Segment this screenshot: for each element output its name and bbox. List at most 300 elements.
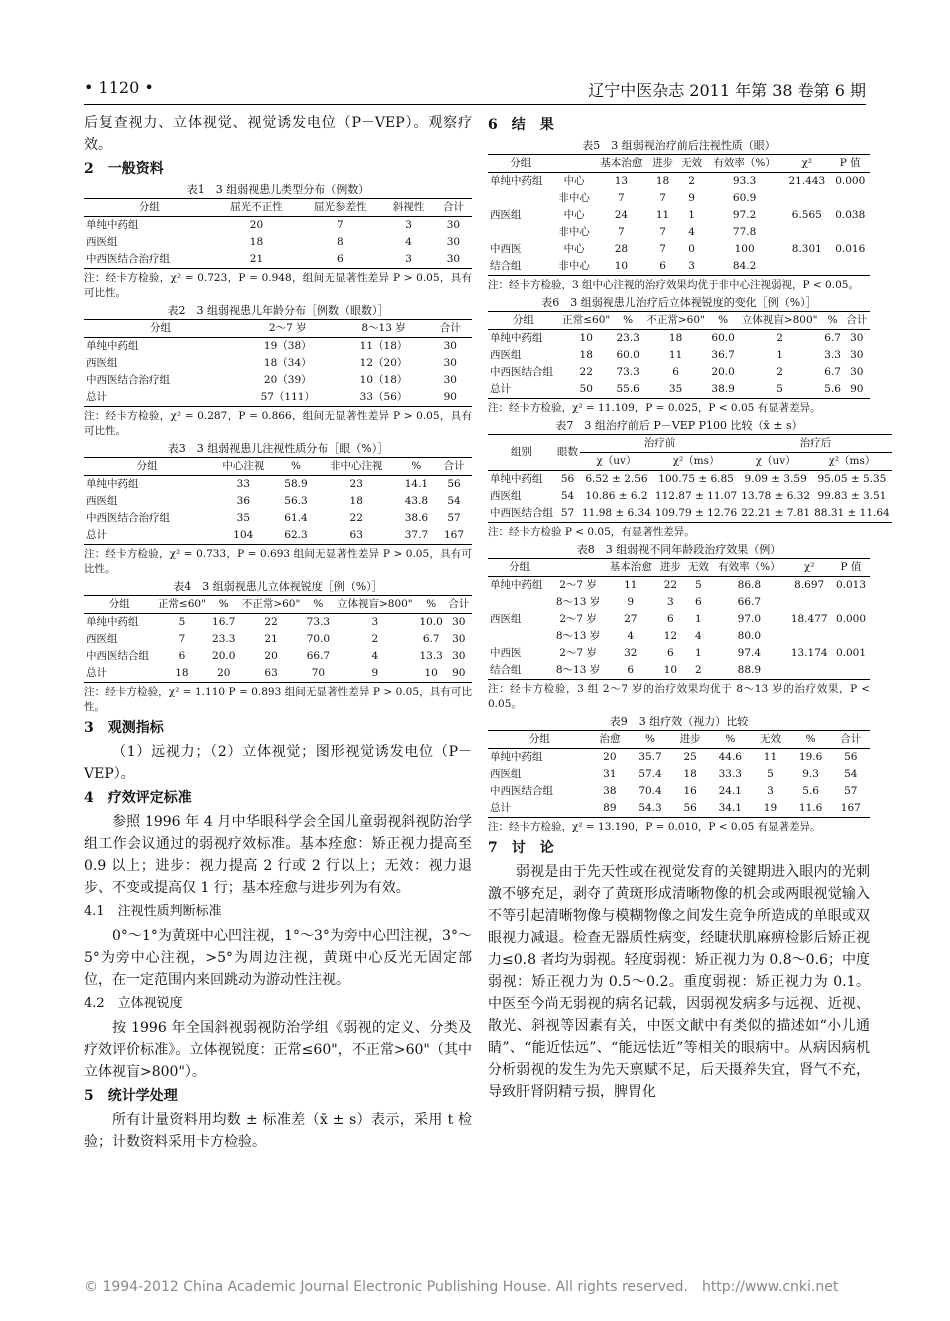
table-cell: 2	[694, 664, 702, 676]
table-cell: 3	[405, 253, 412, 265]
table-cell: 西医组	[490, 490, 522, 502]
table-cell: 7	[659, 243, 666, 255]
table-cell: 77.8	[732, 226, 757, 238]
table-header-cell: 合计	[436, 458, 472, 476]
table-cell: 33.3	[718, 768, 742, 780]
table-cell: 6	[694, 596, 702, 608]
table-cell: 0.000	[835, 175, 866, 187]
table-cell	[783, 258, 830, 276]
table-cell: 70.0	[306, 633, 331, 645]
table-2	[84, 319, 472, 407]
table-cell: 14.1	[404, 478, 429, 490]
table-1-title: 表1 3 组弱视患儿类型分布（例数）	[186, 183, 370, 196]
table-cell: 10（18）	[359, 374, 408, 386]
table-cell: 30	[850, 349, 864, 361]
table-cell: 99.83 ± 3.51	[817, 490, 887, 502]
table-cell: 18	[579, 349, 593, 361]
table-row	[488, 628, 870, 645]
table-cell: 西医组	[490, 209, 522, 221]
table-cell: 28	[614, 243, 629, 255]
section-7-text: 弱视是由于先天性或在视觉发育的关键期进入眼内的光刺激不够充足，剥夺了黄斑形成清晰物像的机会或两眼视觉输入不等引起清晰物像与模糊物像之间发生竞争所造成的单眼或双眼视力减退。检查无器质性病变，经睫状肌麻痹检影后矫正视力≤0.8 者均为弱视。轻度弱视：矫正视力为 0.8～0.6；中度弱视：矫正视力为 0.5～0.2。重度弱视：矫正视力为 0.1。中医至今尚无弱视的病名记载，因弱视发病多与远视、近视、散光、斜视等因素有关，中医文献中有类似的描述如“小儿通睛”、“能近怯远”、“能远怯近”等相关的眼病中。从病因病机分析弱视的发生为先天禀赋不足，后天摄养失宜，肾气不充，导致肝肾阴精亏损，脾胃化	[488, 864, 870, 1100]
table-cell: 24	[614, 209, 629, 221]
table-cell: 2～7 岁	[559, 647, 597, 659]
table-header-cell: 斜视性	[382, 199, 435, 217]
table-cell: 21	[249, 253, 264, 265]
table-cell: 37.7	[404, 529, 429, 541]
table-cell: 非中心	[558, 192, 590, 204]
table-cell: 2	[371, 633, 379, 645]
table-1-note: 注：经卡方检验，χ² = 0.723，P = 0.948，组间无显著性差异 P > 0.05，具有可比性。	[84, 272, 472, 299]
table-cell: 9.09 ± 3.59	[744, 473, 807, 485]
table-header-cell: χ²	[786, 559, 831, 577]
table-cell: 总计	[86, 391, 107, 403]
table-row	[488, 783, 870, 800]
table-cell	[786, 594, 831, 611]
table-cell: 89	[603, 802, 617, 814]
table-cell: 57.4	[638, 768, 662, 780]
table-header-cell: %	[304, 596, 333, 614]
table-cell: 30	[850, 366, 864, 378]
table-cell: 总计	[490, 383, 511, 395]
table-cell: 58.9	[284, 478, 308, 490]
table-row	[84, 493, 472, 510]
section-4-1-heading: 4.1 注视性质判断标准	[84, 904, 222, 919]
table-7-header: 治疗后	[739, 435, 892, 453]
table-cell: 中西医结合组	[490, 507, 553, 519]
table-cell: 57	[447, 512, 461, 524]
table-header-cell: 立体视盲>800"	[333, 596, 417, 614]
table-cell: 7	[659, 226, 666, 238]
table-cell: 22	[579, 366, 593, 378]
table-header-cell: 不正常>60"	[238, 596, 304, 614]
table-row	[488, 611, 870, 628]
table-cell: 60.0	[711, 332, 735, 344]
table-header-cell: 分组	[84, 199, 215, 217]
table-header-cell: 屈光参差性	[298, 199, 382, 217]
table-cell: 单纯中药组	[490, 473, 543, 485]
table-cell: 38.9	[711, 383, 735, 395]
table-row	[488, 258, 870, 276]
table-header-cell: 分组	[488, 559, 551, 577]
table-cell: 6	[336, 253, 344, 265]
table-header-cell: 分组	[84, 320, 237, 338]
table-cell: 36	[236, 495, 251, 507]
table-cell: 25	[683, 751, 697, 763]
section-3-text: （1）远视力；（2）立体视觉；图形视觉诱发电位（P－VEP）。	[84, 744, 472, 782]
table-cell: 30	[446, 236, 461, 248]
table-cell: 西医组	[86, 633, 118, 645]
table-7-subheader: χ（uv）	[580, 453, 653, 471]
table-header-cell: 正常≤60"	[559, 312, 614, 330]
table-cell: 20（39）	[263, 374, 312, 386]
table-header-cell: 合计	[429, 320, 473, 338]
table-row	[84, 338, 472, 356]
table-row	[488, 594, 870, 611]
table-row	[488, 488, 892, 505]
table-header-cell: P 值	[832, 559, 870, 577]
table-cell: 5	[178, 616, 186, 628]
table-header-cell: 非中心注视	[316, 458, 397, 476]
table-cell: 8.301	[791, 243, 822, 255]
table-3-note: 注：经卡方检验，χ² = 0.733，P = 0.693 组间无显著性差异 P > 0.05，具有可比性。	[84, 548, 472, 575]
table-4-title: 表4 3 组弱视患儿立体视锐度［例（%）］	[173, 580, 383, 593]
table-cell: 20.0	[212, 650, 236, 662]
table-cell	[832, 594, 870, 611]
table-cell: 55.6	[616, 383, 640, 395]
table-cell: 57	[560, 507, 575, 519]
table-7-subheader: χ²（ms）	[653, 453, 739, 471]
table-cell: 单纯中药组	[86, 478, 139, 490]
table-header-cell: 屈光不正性	[215, 199, 299, 217]
table-header-cell: 合计	[844, 312, 870, 330]
table-cell: 5	[767, 768, 774, 780]
table-2-note: 注：经卡方检验，χ² = 0.287，P = 0.866，组间无显著性差异 P > 0.05，具有可比性。	[84, 410, 472, 437]
table-6	[488, 311, 870, 399]
table-cell: 20	[264, 650, 278, 662]
table-cell: 6.7	[824, 332, 841, 344]
table-row	[84, 251, 472, 269]
table-cell: 0.038	[835, 209, 866, 221]
table-4	[84, 595, 472, 683]
table-row	[488, 505, 892, 523]
table-row	[488, 207, 870, 224]
table-cell: 6	[659, 260, 666, 272]
table-row	[84, 527, 472, 545]
table-header-cell: %	[417, 596, 446, 614]
table-cell: 57	[844, 785, 858, 797]
table-cell: 11（18）	[359, 340, 408, 352]
table-cell: 56	[683, 802, 697, 814]
table-cell: 56	[447, 478, 461, 490]
table-cell: 56	[844, 751, 858, 763]
table-cell: 18	[668, 332, 683, 344]
table-cell: 5.6	[802, 785, 819, 797]
table-cell: 54	[844, 768, 858, 780]
section-4-1-text: 0°～1°为黄斑中心凹注视，1°～3°为旁中心凹注视，3°～5°为旁中心注视，>5°为周边注视，黄斑中心反光无固定部位，在一定范围内来回跳动为游动性注视。	[84, 928, 472, 988]
table-cell: 90	[452, 667, 466, 679]
table-cell: 86.8	[737, 579, 762, 591]
table-6-note: 注：经卡方检验，χ² = 11.109，P = 0.025，P < 0.05 有显著差异。	[488, 402, 821, 414]
table-cell: 30	[452, 616, 466, 628]
table-cell: 6	[667, 647, 674, 659]
table-header-cell: %	[614, 312, 643, 330]
table-cell: 66.7	[737, 596, 762, 608]
table-9-title: 表9 3 组疗效（视力）比较	[609, 715, 749, 728]
table-cell: 4	[627, 630, 635, 642]
table-cell: 中西医结合治疗组	[86, 374, 170, 386]
table-cell: 20	[217, 667, 231, 679]
table-cell: 56	[560, 473, 575, 485]
table-5-title: 表5 3 组弱视治疗前后注视性质（眼）	[582, 139, 776, 152]
table-cell: 中西医结合组	[490, 785, 553, 797]
table-header-cell: 无效	[677, 155, 706, 173]
table-cell: 61.4	[284, 512, 308, 524]
table-cell: 50	[579, 383, 593, 395]
table-cell: 10.0	[419, 616, 443, 628]
table-cell: 6.7	[824, 366, 841, 378]
table-cell: 44.6	[718, 751, 742, 763]
intro-text: 后复查视力、立体视觉、视觉诱发电位（P－VEP）。观察疗效。	[84, 115, 472, 153]
table-row	[84, 217, 472, 235]
table-cell: 结合组	[490, 260, 522, 272]
table-8-title: 表8 3 组弱视不同年龄段治疗效果（例）	[576, 543, 782, 556]
table-cell: 1	[688, 209, 695, 221]
table-7-note: 注：经卡方检验 P < 0.05，有显著性差异。	[488, 526, 695, 538]
table-cell: 73.3	[306, 616, 331, 628]
table-cell: 11	[763, 751, 778, 763]
table-cell: 62.3	[284, 529, 308, 541]
table-row	[488, 766, 870, 783]
table-row	[488, 800, 870, 818]
section-5-heading: 5 统计学处理	[84, 1088, 178, 1104]
table-cell: 0.001	[835, 647, 866, 659]
table-cell: 12（20）	[359, 357, 408, 369]
table-cell: 8～13 岁	[555, 664, 601, 676]
table-cell: 11.98 ± 6.34	[582, 507, 651, 519]
section-7-heading: 7 讨 论	[488, 840, 554, 856]
table-cell: 10	[614, 260, 629, 272]
table-header-cell: 立体视盲>800"	[738, 312, 822, 330]
table-cell: 7	[618, 192, 625, 204]
table-cell: 54.3	[638, 802, 662, 814]
table-cell: 100.75 ± 6.85	[658, 473, 734, 485]
table-row	[488, 190, 870, 207]
table-header-cell: 不正常>60"	[643, 312, 709, 330]
table-cell: 73.3	[616, 366, 640, 378]
table-cell: 中西医	[490, 647, 522, 659]
table-header-cell: 合计	[446, 596, 472, 614]
table-cell: 9.3	[802, 768, 819, 780]
table-header-cell: 进步	[648, 155, 677, 173]
table-cell: 35.7	[638, 751, 662, 763]
table-cell: 109.79 ± 12.76	[654, 507, 738, 519]
table-header-cell: %	[709, 731, 751, 749]
left-column	[84, 112, 472, 1153]
table-5-note: 注：经卡方检验，3 组中心注视的治疗效果均优于非中心注视弱视，P < 0.05。	[488, 279, 859, 291]
table-cell: 167	[444, 529, 465, 541]
table-cell: 34.1	[718, 802, 742, 814]
table-cell: 5	[776, 383, 783, 395]
table-cell: 8.697	[794, 579, 825, 591]
table-cell	[830, 258, 870, 276]
table-header-cell: 分组	[488, 155, 554, 173]
table-header-cell: %	[629, 731, 671, 749]
table-cell: 24.1	[718, 785, 742, 797]
table-cell: 9	[371, 667, 379, 679]
table-cell: 36.7	[711, 349, 735, 361]
table-cell: 104	[233, 529, 254, 541]
table-cell: 60.0	[616, 349, 640, 361]
table-4-note: 注：经卡方检验，χ² = 1.110 P = 0.893 组间无显著性差异 P > 0.05，具有可比性。	[84, 686, 472, 713]
table-cell: 20	[603, 751, 617, 763]
table-cell	[832, 662, 870, 680]
table-cell	[830, 190, 870, 207]
table-cell: 13.174	[790, 647, 828, 659]
table-header-cell: 合计	[435, 199, 472, 217]
table-cell: 4	[688, 226, 695, 238]
section-5-text: 所有计量资料用均数 ± 标准差（x̄ ± s）表示，采用 t 检验；计数资料采用卡方检验。	[84, 1112, 472, 1150]
table-cell: 中西医结合治疗组	[86, 253, 170, 265]
page-number: • 1120 •	[84, 78, 154, 97]
table-cell: 10	[424, 667, 438, 679]
table-cell: 18.477	[790, 613, 828, 625]
table-cell: 6	[627, 664, 635, 676]
table-cell: 167	[840, 802, 861, 814]
table-header-cell: 8～13 岁	[339, 320, 429, 338]
section-3-heading: 3 观测指标	[84, 720, 164, 736]
table-cell: 18	[349, 495, 363, 507]
table-cell: 20.0	[711, 366, 735, 378]
table-header-cell: 分组	[84, 458, 210, 476]
table-cell	[488, 628, 551, 645]
table-cell: 单纯中药组	[86, 616, 139, 628]
table-cell: 结合组	[490, 664, 522, 676]
table-8-note: 注：经卡方检验，3 组 2～7 岁的治疗效果均优于 8～13 岁的治疗效果，P < 0.05。	[488, 683, 870, 710]
table-cell: 19	[763, 802, 778, 814]
table-cell: 中心	[563, 243, 585, 255]
table-row	[84, 389, 472, 407]
table-row	[84, 510, 472, 527]
table-cell: 中心	[563, 209, 585, 221]
section-4-2-heading: 4.2 立体视锐度	[84, 996, 183, 1011]
journal-title: 辽宁中医杂志 2011 年第 38 卷第 6 期	[588, 81, 866, 100]
table-cell: 中西医结合组	[86, 650, 149, 662]
table-cell: 19.6	[798, 751, 823, 763]
table-cell: 66.7	[306, 650, 331, 662]
table-cell: 8～13 岁	[555, 596, 601, 608]
table-cell: 7	[659, 192, 666, 204]
table-header-cell: 进步	[656, 559, 684, 577]
table-row	[488, 347, 870, 364]
table-row	[488, 577, 870, 595]
table-cell: 20	[249, 219, 264, 231]
table-cell: 30	[452, 633, 466, 645]
table-cell: 7	[618, 226, 625, 238]
table-cell: 23.3	[616, 332, 640, 344]
table-8	[488, 558, 870, 680]
table-cell: 3	[371, 616, 379, 628]
table-cell	[488, 594, 551, 611]
table-header-cell: 基本治愈	[605, 559, 656, 577]
table-cell: 33（56）	[359, 391, 408, 403]
table-cell	[786, 628, 831, 645]
table-cell: 1	[694, 647, 702, 659]
table-header-cell: 无效	[751, 731, 789, 749]
table-row	[84, 476, 472, 494]
copyright-footer: © 1994-2012 China Academic Journal Electronic Publishing House. All rights reserved. http://www.cnki.net	[84, 1279, 839, 1295]
table-header-cell: %	[276, 458, 315, 476]
table-header-cell: %	[822, 312, 844, 330]
table-cell: 3	[405, 219, 412, 231]
table-header-cell: 正常≤60"	[155, 596, 210, 614]
table-cell: 0.016	[835, 243, 866, 255]
table-cell	[786, 662, 831, 680]
table-row	[84, 648, 472, 665]
table-cell	[830, 224, 870, 241]
table-cell: 4	[694, 630, 702, 642]
table-cell: 中西医	[490, 243, 522, 255]
table-cell: 30	[446, 219, 461, 231]
table-cell: 中西医结合组	[490, 366, 553, 378]
table-cell	[783, 190, 830, 207]
table-cell: 6	[667, 613, 674, 625]
table-1	[84, 198, 472, 269]
table-cell: 总计	[86, 529, 107, 541]
table-cell: 13	[614, 175, 629, 187]
table-cell: 2～7 岁	[559, 613, 597, 625]
header-rule	[84, 104, 866, 105]
table-cell: 90	[850, 383, 864, 395]
table-header-cell: 2～7 岁	[237, 320, 339, 338]
table-cell: 11	[624, 579, 638, 591]
table-row	[488, 471, 892, 489]
table-header-cell: 无效	[684, 559, 712, 577]
table-cell: 7	[178, 633, 186, 645]
table-cell: 3	[667, 596, 674, 608]
table-cell: 7	[336, 219, 344, 231]
table-cell: 11.6	[798, 802, 823, 814]
section-4-heading: 4 疗效评定标准	[84, 790, 192, 806]
table-cell: 56.3	[284, 495, 308, 507]
table-cell: 97.2	[732, 209, 757, 221]
table-7-subheader: χ²（ms）	[812, 453, 892, 471]
table-row	[84, 355, 472, 372]
table-header-cell: %	[790, 731, 832, 749]
table-cell: 30	[443, 340, 457, 352]
table-cell: 30	[446, 253, 461, 265]
table-row	[84, 665, 472, 683]
table-cell: 西医组	[86, 495, 118, 507]
table-header-cell: 有效率（%）	[706, 155, 783, 173]
table-cell: 6	[672, 366, 679, 378]
table-cell: 63	[264, 667, 278, 679]
table-cell: 70.4	[638, 785, 662, 797]
table-cell: 60.9	[732, 192, 757, 204]
table-cell: 8	[336, 236, 344, 248]
table-cell: 80.0	[737, 630, 762, 642]
table-header-cell: %	[209, 596, 238, 614]
table-cell: 12	[663, 630, 678, 642]
table-cell: 4	[371, 650, 379, 662]
table-row	[488, 241, 870, 258]
table-row	[488, 645, 870, 662]
table-cell: 0.000	[835, 613, 866, 625]
table-row	[84, 234, 472, 251]
table-cell: 6	[178, 650, 186, 662]
table-3-title: 表3 3 组弱视患儿注视性质分布［眼（%）］	[167, 442, 389, 455]
table-cell: 16.7	[212, 616, 236, 628]
table-7-subheader: χ（uv）	[739, 453, 812, 471]
table-header-cell: 有效率（%）	[712, 559, 786, 577]
section-6-heading: 6 结 果	[488, 117, 554, 133]
table-row	[84, 614, 472, 632]
table-cell: 97.4	[737, 647, 762, 659]
table-cell: 30	[443, 374, 457, 386]
table-cell: 38	[603, 785, 617, 797]
table-cell: 6.565	[791, 209, 822, 221]
table-7-header: 组别	[488, 435, 555, 471]
table-header-cell: 合计	[832, 731, 870, 749]
table-cell: 西医组	[86, 357, 118, 369]
table-cell: 3.3	[824, 349, 841, 361]
table-header-cell	[551, 559, 605, 577]
table-cell: 84.2	[732, 260, 757, 272]
table-cell: 0.013	[835, 579, 866, 591]
table-cell: 单纯中药组	[86, 340, 139, 352]
table-cell: 3	[688, 260, 695, 272]
table-cell: 31	[603, 768, 617, 780]
table-cell: 9	[627, 596, 635, 608]
